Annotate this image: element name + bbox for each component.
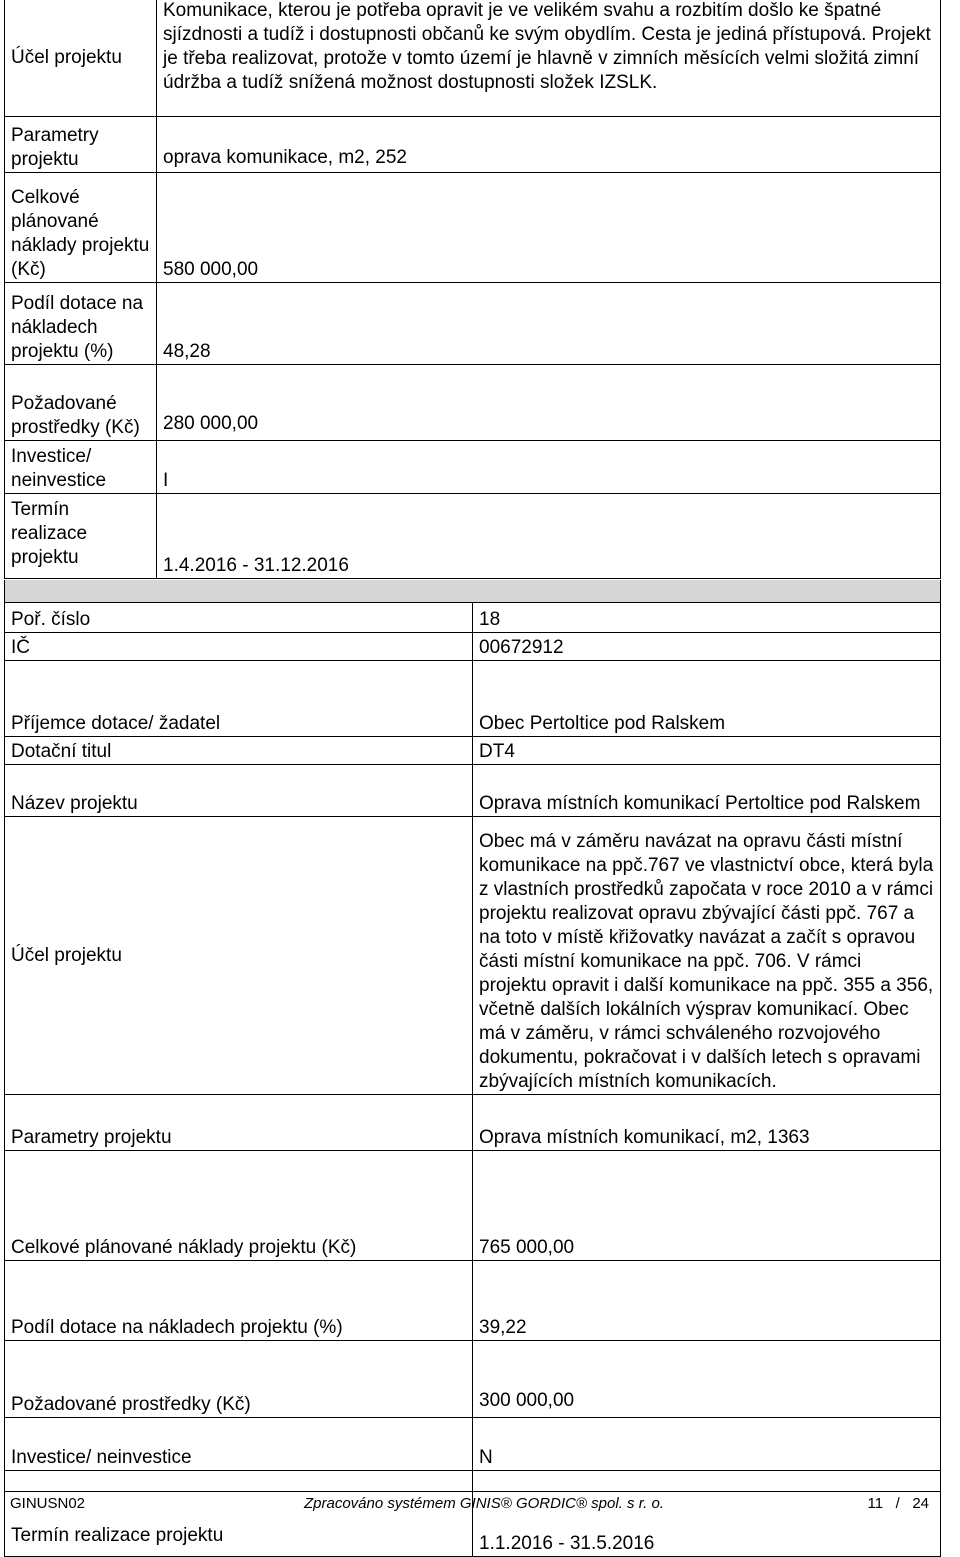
parametry2-label: Parametry projektu	[5, 1095, 473, 1151]
nazev-value: Oprava místních komunikací Pertoltice pod Ralskem	[473, 765, 941, 817]
parametry-label: Parametry projektu	[5, 117, 157, 173]
naklady-value: 580 000,00	[157, 173, 941, 283]
por-label: Poř. číslo	[5, 603, 473, 633]
pozadovane2-value: 300 000,00	[473, 1341, 941, 1418]
pozadovane-label: Požadované prostředky (Kč)	[5, 365, 157, 441]
project-table-2	[4, 580, 941, 1557]
separator-row	[5, 580, 941, 603]
podil2-label: Podíl dotace na nákladech projektu (%)	[5, 1261, 473, 1341]
ucel-label: Účel projektu	[5, 0, 157, 117]
podil2-value: 39,22	[473, 1261, 941, 1341]
titul-label: Dotační titul	[5, 737, 473, 765]
pozadovane-value: 280 000,00	[157, 365, 941, 441]
naklady2-value: 765 000,00	[473, 1151, 941, 1261]
pozadovane2-label: Požadované prostředky (Kč)	[5, 1341, 473, 1418]
prijemce-label: Příjemce dotace/ žadatel	[5, 661, 473, 737]
investice-label: Investice/ neinvestice	[5, 441, 157, 494]
termin2-value: 1.1.2016 - 31.5.2016	[473, 1471, 941, 1557]
termin-label: Termín realizace projektu	[5, 494, 157, 579]
ic-label: IČ	[5, 633, 473, 661]
investice2-label: Investice/ neinvestice	[5, 1418, 473, 1471]
project-table-1	[4, 0, 941, 579]
titul-value: DT4	[473, 737, 941, 765]
parametry2-value: Oprava místních komunikací, m2, 1363	[473, 1095, 941, 1151]
ucel2-text: Obec má v záměru navázat na opravu části místní komunikace na ppč.767 ve vlastnictví obce, která byla z vlastních prostředků započata v roce 2010 a v rámci projektu realizovat opravu zbývající části ppč. 767 a na toto v místě křižovatky navázat a začít s opravou části místní komunikace na ppč. 706. V rámci projektu opravit i další komunikace na ppč. 355 a 356, včetně dalších lokálních výsprav komunikací. Obec má v záměru, v rámci schváleného rozvojového dokumentu, pokračovat i v dalších letech s opravami zbývajících místních komunikacích.	[473, 817, 941, 1095]
page-number	[868, 1495, 929, 1512]
prijemce-value: Obec Pertoltice pod Ralskem	[473, 661, 941, 737]
ic-value: 00672912	[473, 633, 941, 661]
page-total: 24	[912, 1495, 929, 1512]
parametry-value: oprava komunikace, m2, 252	[157, 117, 941, 173]
nazev-label: Název projektu	[5, 765, 473, 817]
por-value: 18	[473, 603, 941, 633]
investice2-value: N	[473, 1418, 941, 1471]
ucel-text: Komunikace, kterou je potřeba opravit je ve velikém svahu a rozbitím došlo ke špatné sjízdnosti a tudíž i dostupnosti občanů ke svým obydlím. Cesta je jediná přístupová. Projekt je třeba realizovat, protože v tomto území je hlavně v zimních měsících velmi složitá zimní údržba a tudíž snížená možnost dostupnosti složek IZSLK.	[157, 0, 941, 117]
page-current: 11	[867, 1495, 884, 1512]
investice-value: I	[157, 441, 941, 494]
page-separator: /	[895, 1495, 900, 1512]
naklady2-label: Celkové plánované náklady projektu (Kč)	[5, 1151, 473, 1261]
podil-label: Podíl dotace na nákladech projektu (%)	[5, 283, 157, 365]
footer-system: Zpracováno systémem GINIS® GORDIC® spol. s r. o.	[304, 1495, 664, 1512]
ucel2-label: Účel projektu	[5, 817, 473, 1095]
naklady-label: Celkové plánované náklady projektu (Kč)	[5, 173, 157, 283]
termin-value: 1.4.2016 - 31.12.2016	[157, 494, 941, 579]
termin2-label: Termín realizace projektu	[5, 1471, 473, 1557]
podil-value: 48,28	[157, 283, 941, 365]
page-footer	[4, 1491, 941, 1514]
footer-code: GINUSN02	[10, 1495, 86, 1512]
